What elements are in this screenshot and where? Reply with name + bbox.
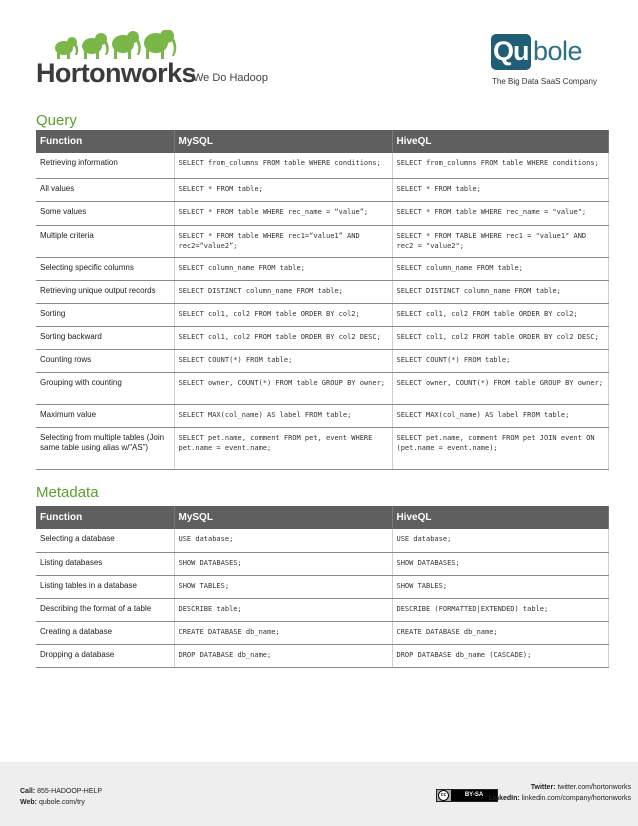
query-section-title: Query xyxy=(36,112,77,129)
function-cell: Sorting xyxy=(36,303,174,326)
function-cell: Describing the format of a table xyxy=(36,598,174,621)
column-header-function: Function xyxy=(36,130,174,153)
column-header-mysql: MySQL xyxy=(174,130,392,153)
mysql-cell: DESCRIBE table; xyxy=(174,598,392,621)
mysql-cell: SELECT from_columns FROM table WHERE conditions; xyxy=(174,153,392,178)
column-header-function: Function xyxy=(36,506,174,529)
page-footer xyxy=(0,762,638,826)
mysql-cell: SELECT DISTINCT column_name FROM table; xyxy=(174,280,392,303)
mysql-cell: SELECT column_name FROM table; xyxy=(174,257,392,280)
twitter-label: Twitter: xyxy=(530,784,556,791)
mysql-cell: SELECT MAX(col_name) AS label FROM table; xyxy=(174,404,392,427)
call-value: 855-HADOOP-HELP xyxy=(37,788,103,795)
mysql-cell: SELECT col1, col2 FROM table ORDER BY col2 DESC; xyxy=(174,326,392,349)
table-row xyxy=(36,201,608,225)
table-row xyxy=(36,575,608,598)
function-cell: Selecting from multiple tables (Join same table using alias w/”AS”) xyxy=(36,427,174,469)
mysql-cell: SELECT pet.name, comment FROM pet, event WHERE pet.name = event.name; xyxy=(174,427,392,469)
function-cell: Counting rows xyxy=(36,349,174,372)
table-header-row xyxy=(36,130,608,153)
function-cell: Selecting specific columns xyxy=(36,257,174,280)
mysql-cell: SELECT * FROM table WHERE rec1=“value1” AND rec2=“value2”; xyxy=(174,225,392,257)
qubole-logo-qu: Qu xyxy=(493,36,529,66)
hiveql-cell: SELECT COUNT(*) FROM table; xyxy=(392,349,608,372)
table-row xyxy=(36,644,608,667)
hiveql-cell: USE database; xyxy=(392,529,608,552)
web-label: Web: xyxy=(20,799,37,806)
hiveql-cell: SHOW TABLES; xyxy=(392,575,608,598)
function-cell: Retrieving unique output records xyxy=(36,280,174,303)
table-row xyxy=(36,225,608,257)
qubole-logo-bole: bole xyxy=(533,36,583,66)
call-label: Call: xyxy=(20,788,36,795)
hiveql-cell: SELECT from_columns FROM table WHERE conditions; xyxy=(392,153,608,178)
linkedin-link[interactable]: linkedin.com/company/hortonworks xyxy=(521,795,631,802)
table-header-row xyxy=(36,506,608,529)
hiveql-cell: DESCRIBE (FORMATTED|EXTENDED) table; xyxy=(392,598,608,621)
page-header xyxy=(0,0,638,100)
function-cell: Maximum value xyxy=(36,404,174,427)
function-cell: Dropping a database xyxy=(36,644,174,667)
metadata-section-title: Metadata xyxy=(36,484,99,501)
hiveql-cell: SELECT col1, col2 FROM table ORDER BY col2 DESC; xyxy=(392,326,608,349)
table-row xyxy=(36,257,608,280)
table-row xyxy=(36,427,608,469)
function-cell: Sorting backward xyxy=(36,326,174,349)
column-header-hiveql: HiveQL xyxy=(392,130,608,153)
function-cell: Creating a database xyxy=(36,621,174,644)
hiveql-cell: SELECT * FROM TABLE WHERE rec1 = "value1" AND rec2 = "value2"; xyxy=(392,225,608,257)
mysql-cell: USE database; xyxy=(174,529,392,552)
table-row xyxy=(36,598,608,621)
tagline: We Do Hadoop xyxy=(193,72,269,84)
mysql-cell: DROP DATABASE db_name; xyxy=(174,644,392,667)
web-link[interactable]: qubole.com/try xyxy=(38,799,85,806)
function-cell: Some values xyxy=(36,201,174,225)
cc-license-label: BY-SA xyxy=(451,790,497,801)
qubole-tagline: The Big Data SaaS Company xyxy=(492,77,597,86)
table-row xyxy=(36,372,608,404)
table-row xyxy=(36,280,608,303)
function-cell: Listing tables in a database xyxy=(36,575,174,598)
hiveql-cell: SELECT column_name FROM table; xyxy=(392,257,608,280)
function-cell: Listing databases xyxy=(36,552,174,575)
table-row xyxy=(36,349,608,372)
hiveql-cell: SELECT DISTINCT column_name FROM table; xyxy=(392,280,608,303)
hiveql-cell: CREATE DATABASE db_name; xyxy=(392,621,608,644)
mysql-cell: SHOW TABLES; xyxy=(174,575,392,598)
hiveql-cell: SELECT * FROM table WHERE rec_name = "value"; xyxy=(392,201,608,225)
column-header-hiveql: HiveQL xyxy=(392,506,608,529)
hiveql-cell: DROP DATABASE db_name (CASCADE); xyxy=(392,644,608,667)
hortonworks-logo-text: Hortonworks xyxy=(36,58,196,88)
query-table xyxy=(36,130,609,470)
table-row xyxy=(36,153,608,178)
cc-symbol: cc xyxy=(438,790,449,801)
hiveql-cell: SELECT * FROM table; xyxy=(392,178,608,201)
function-cell: Grouping with counting xyxy=(36,372,174,404)
twitter-link[interactable]: twitter.com/hortonworks xyxy=(557,784,631,791)
mysql-cell: SHOW DATABASES; xyxy=(174,552,392,575)
mysql-cell: SELECT owner, COUNT(*) FROM table GROUP BY owner; xyxy=(174,372,392,404)
table-row xyxy=(36,621,608,644)
metadata-table xyxy=(36,506,609,668)
mysql-cell: SELECT col1, col2 FROM table ORDER BY col2; xyxy=(174,303,392,326)
table-row xyxy=(36,303,608,326)
hiveql-cell: SELECT owner, COUNT(*) FROM table GROUP BY owner; xyxy=(392,372,608,404)
footer-social xyxy=(489,782,631,804)
hiveql-cell: SELECT col1, col2 FROM table ORDER BY col2; xyxy=(392,303,608,326)
table-row xyxy=(36,404,608,427)
function-cell: Multiple criteria xyxy=(36,225,174,257)
mysql-cell: SELECT * FROM table; xyxy=(174,178,392,201)
function-cell: Selecting a database xyxy=(36,529,174,552)
footer-contact xyxy=(20,786,102,808)
function-cell: Retrieving information xyxy=(36,153,174,178)
mysql-cell: SELECT * FROM table WHERE rec_name = “value”; xyxy=(174,201,392,225)
table-row xyxy=(36,529,608,552)
table-row xyxy=(36,178,608,201)
hiveql-cell: SELECT pet.name, comment FROM pet JOIN event ON (pet.name = event.name); xyxy=(392,427,608,469)
linkedin-label: LinkedIn: xyxy=(488,795,520,802)
hiveql-cell: SELECT MAX(col_name) AS label FROM table; xyxy=(392,404,608,427)
mysql-cell: SELECT COUNT(*) FROM table; xyxy=(174,349,392,372)
hortonworks-elephant-logo-icon xyxy=(52,30,182,60)
table-row xyxy=(36,552,608,575)
column-header-mysql: MySQL xyxy=(174,506,392,529)
hiveql-cell: SHOW DATABASES; xyxy=(392,552,608,575)
mysql-cell: CREATE DATABASE db_name; xyxy=(174,621,392,644)
function-cell: All values xyxy=(36,178,174,201)
table-row xyxy=(36,326,608,349)
